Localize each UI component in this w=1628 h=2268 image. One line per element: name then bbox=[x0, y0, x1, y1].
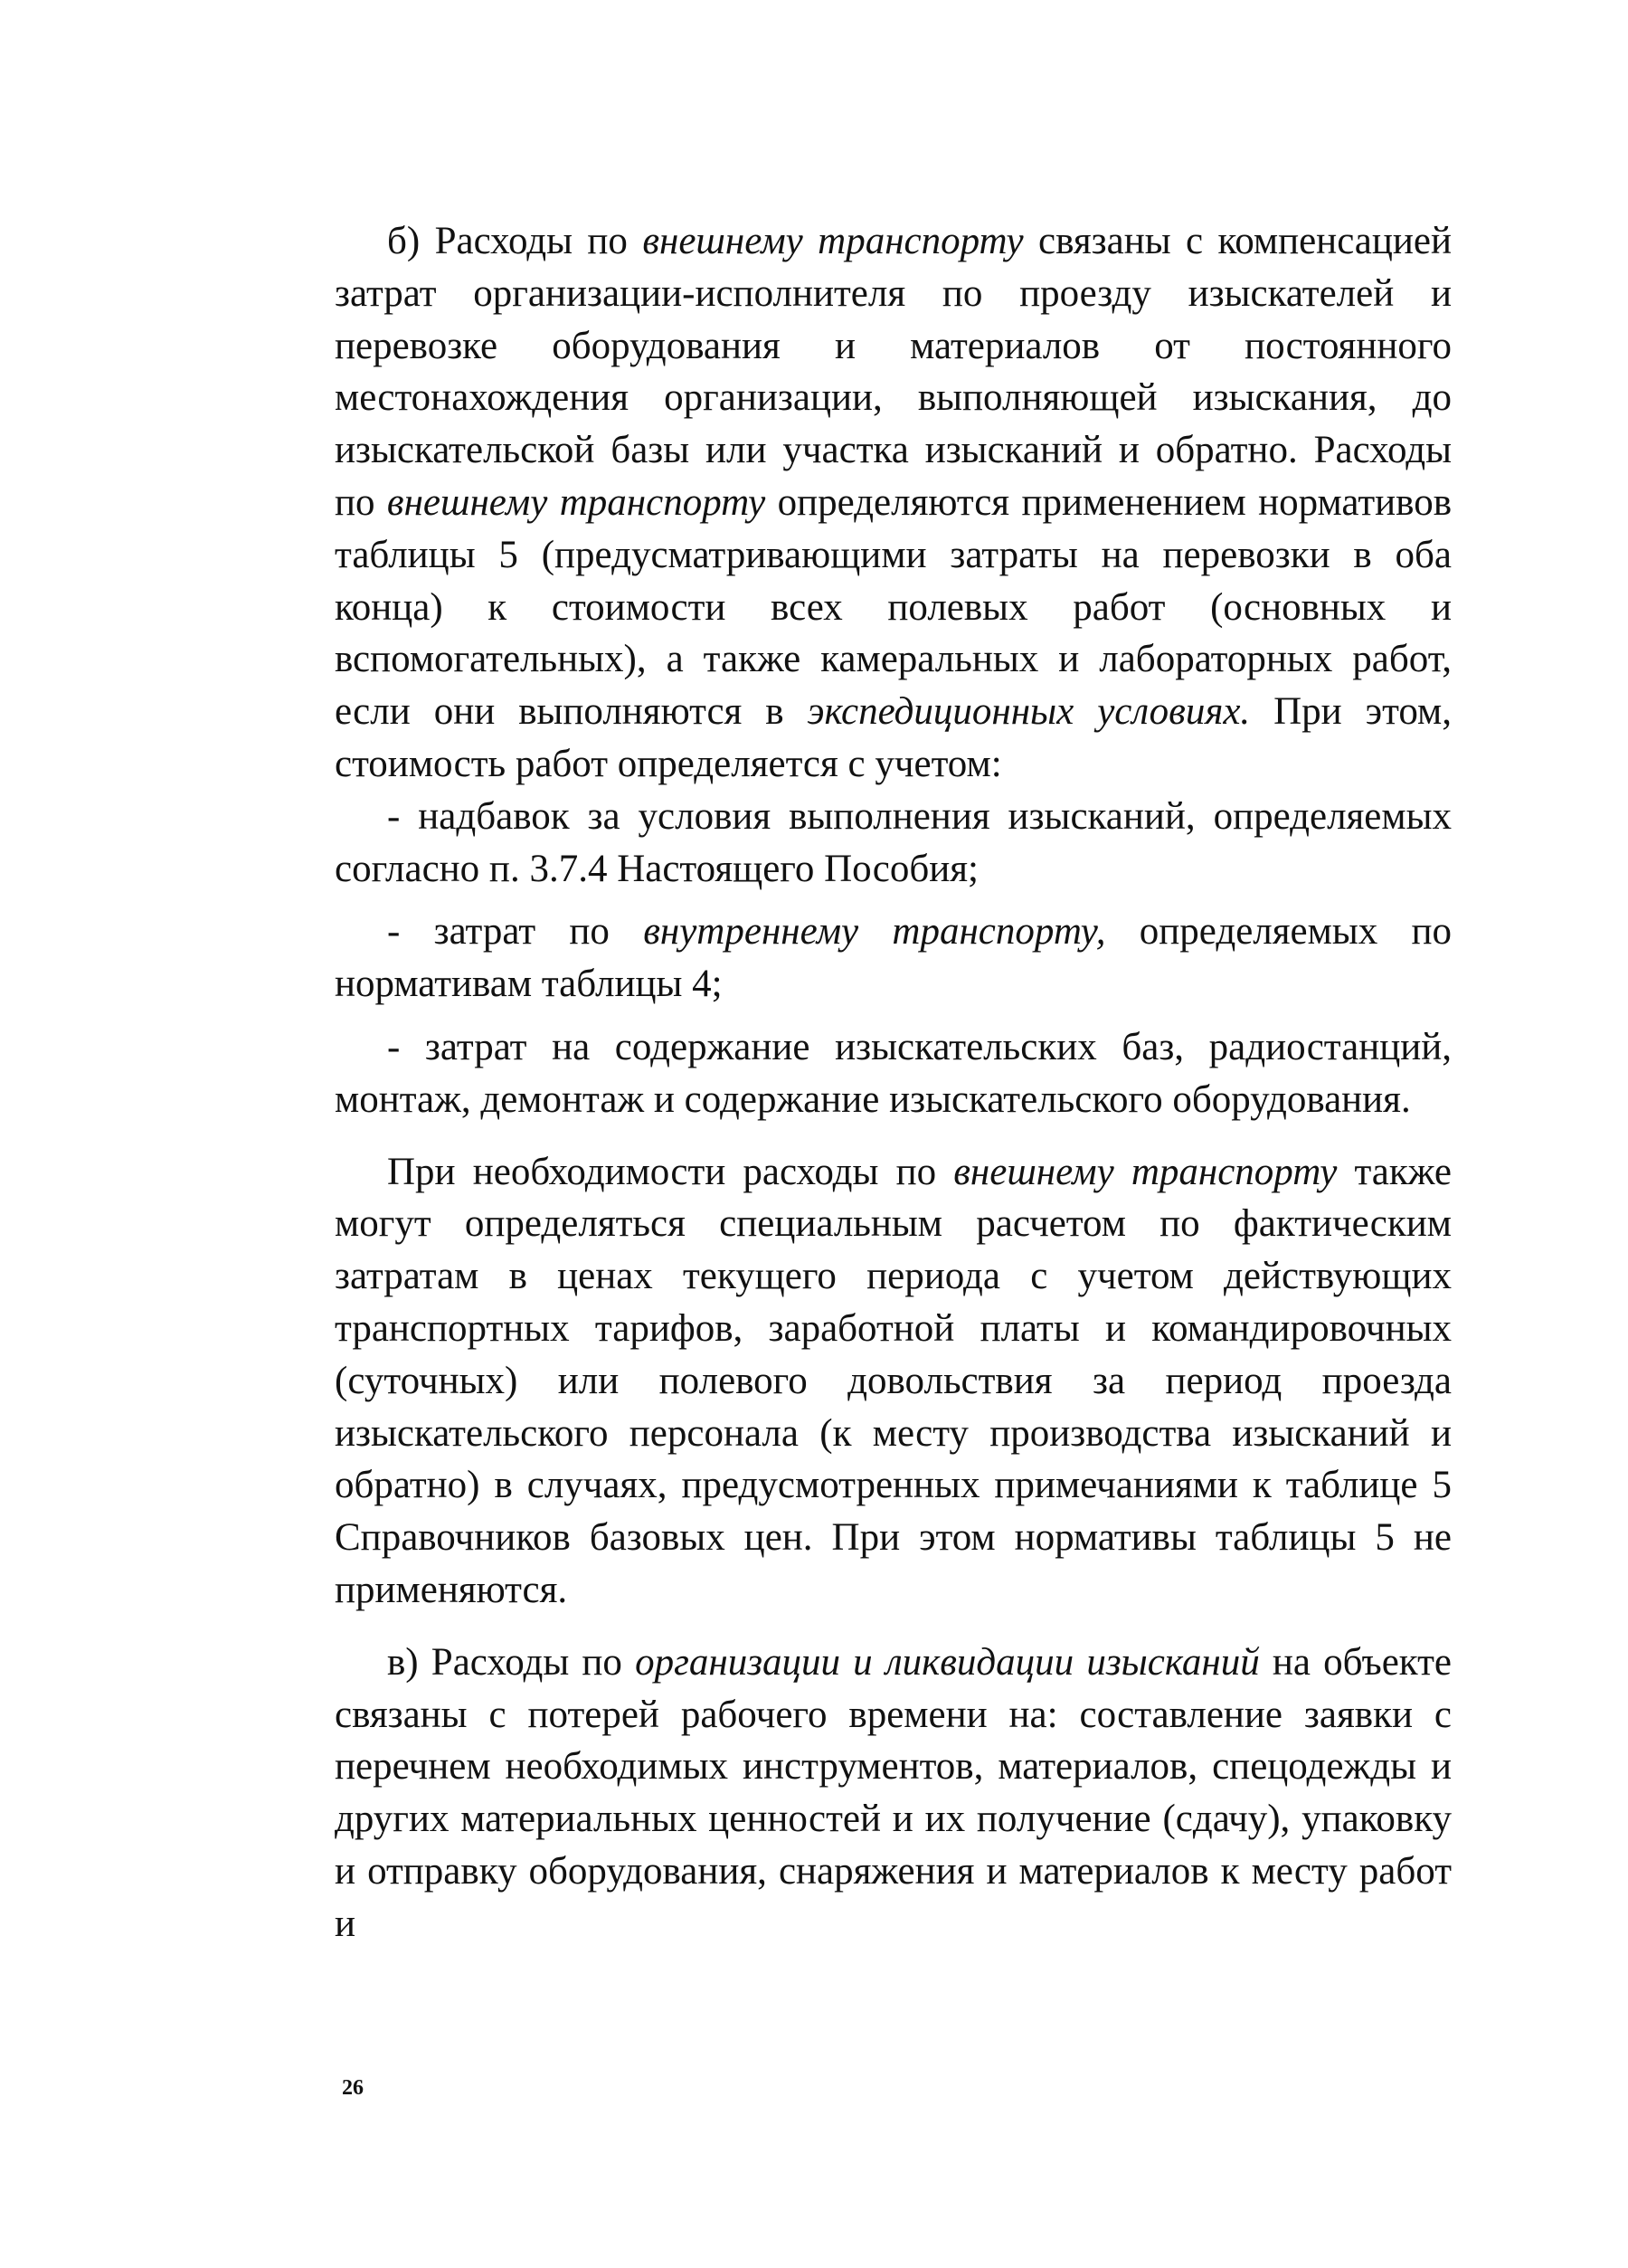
paragraph-note bbox=[335, 1146, 1452, 1617]
body-text bbox=[335, 215, 1452, 1950]
paragraph-v-text-2: на объекте связаны с потерей рабочего времени на: составление заявки с перечнем необходимых инструментов, материалов, спецодежды и других материальных ценностей и их получение (сдачу), упаковку и отправку оборудования, снаряжения и материалов к месту работ и bbox=[335, 1640, 1452, 1945]
paragraph-b-term-expedition-conditions: экспедиционных условиях. bbox=[807, 690, 1251, 734]
paragraph-v-text-1: в) Расходы по bbox=[387, 1640, 636, 1684]
paragraph-b-text-1: б) Расходы по bbox=[387, 220, 643, 262]
list-item-2-term-internal-transport: внутреннему транспорту, bbox=[643, 910, 1106, 954]
list-item-2-text-1: - затрат по bbox=[387, 910, 644, 954]
list-item bbox=[335, 1021, 1452, 1126]
paragraph-b-text-4: При этом, стоимость работ определяется с учетом: bbox=[335, 690, 1452, 785]
paragraph-b bbox=[335, 215, 1452, 791]
paragraph-b-term-external-transport: внешнему транспорту bbox=[642, 220, 1024, 262]
paragraph-b-text-3: определяются применением нормативов таблицы 5 (предусматривающими затраты на перевозки в оба конца) к стоимости всех полевых работ (основных и вспомогательных), а также камеральных и лабораторных работ, если они выполняются в bbox=[335, 480, 1452, 734]
page-number: 26 bbox=[342, 2076, 364, 2100]
paragraph-note-text-1: При необходимости расходы по bbox=[387, 1150, 954, 1193]
list-item-1-text: - надбавок за условия выполнения изысканий, определяемых согласно п. 3.7.4 Настоящего Пособия; bbox=[335, 794, 1452, 890]
list-item bbox=[335, 906, 1452, 1011]
list-item bbox=[335, 791, 1452, 896]
paragraph-b-term-external-transport-2: внешнему транспорту bbox=[386, 480, 766, 524]
list-item-3-text: - затрат на содержание изыскательских баз, радиостанций, монтаж, демонтаж и содержание изыскательского оборудования. bbox=[335, 1025, 1452, 1121]
paragraph-v-term-organization-liquidation: организации и ликвидации изысканий bbox=[635, 1640, 1260, 1684]
paragraph-note-term-external-transport: внешнему транспорту bbox=[953, 1150, 1338, 1193]
paragraph-b-text-2: связаны с компенсацией затрат организации-исполнителя по проезду изыскателей и перевозке оборудования и материалов от постоянного местонахождения организации, выполняющей изыскания, до изыскательской базы или участка изысканий и обратно. Расходы по bbox=[335, 220, 1453, 524]
list-item-2-text-2: определяемых по нормативам таблицы 4; bbox=[335, 910, 1453, 1006]
paragraph-note-text-2: также могут определяться специальным расчетом по фактическим затратам в ценах текущего периода с учетом действующих транспортных тарифов, заработной платы и командировочных (суточных) или полевого довольствия за период проезда изыскательского персонала (к месту производства изысканий и обратно) в случаях, предусмотренных примечаниями к таблице 5 Справочников базовых цен. При этом нормативы таблицы 5 не применяются. bbox=[335, 1150, 1452, 1611]
paragraph-v bbox=[335, 1637, 1452, 1950]
